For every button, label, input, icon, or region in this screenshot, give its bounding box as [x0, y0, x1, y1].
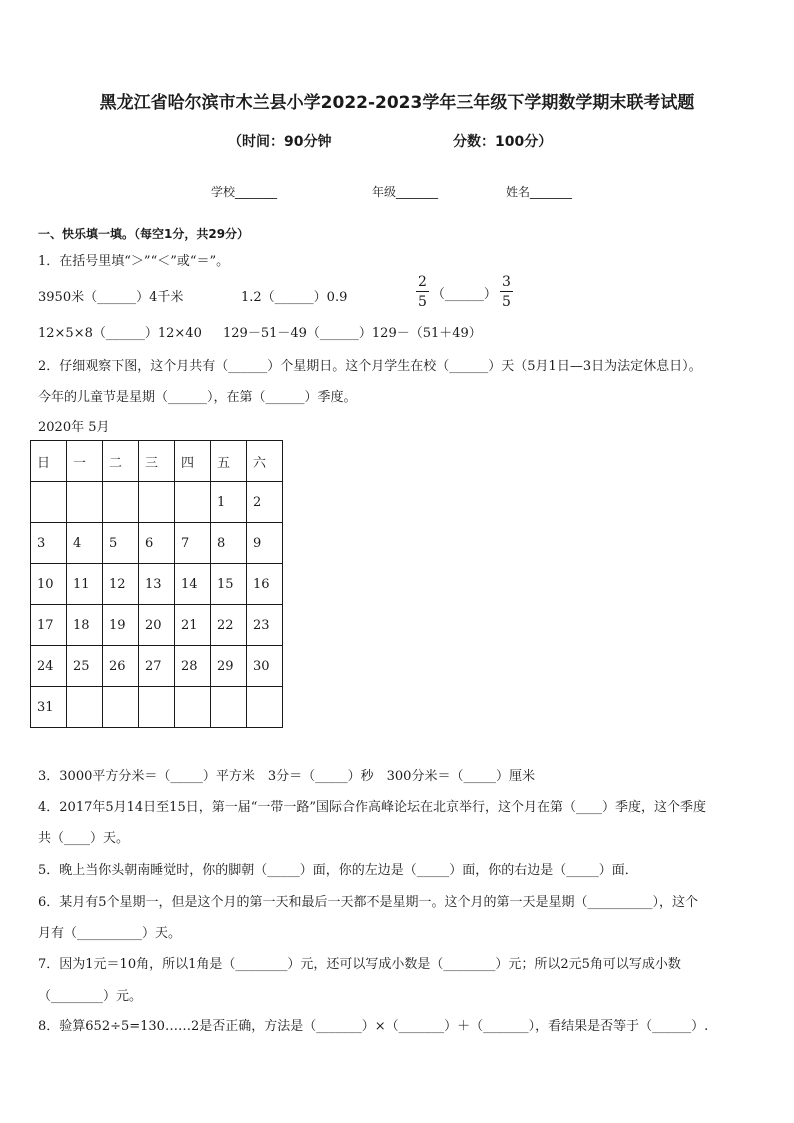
calendar-weekday-cell: 二: [103, 441, 139, 482]
calendar-week-row: [31, 564, 283, 605]
calendar-weekday-cell: 四: [175, 441, 211, 482]
question-1-stem: 1．在括号里填“＞”“＜”或“＝”。: [38, 254, 230, 269]
calendar-day-cell: 11: [67, 564, 103, 605]
page-title: 黑龙江省哈尔滨市木兰县小学2022-2023学年三年级下学期数学期末联考试题: [99, 93, 695, 113]
calendar-day-cell: 24: [31, 646, 67, 687]
question-5: 5．晚上当你头朝南睡觉时，你的脚朝（_____）面，你的左边是（_____）面，你的右边是（_____）面．: [38, 863, 638, 878]
question-1-item-b: 1.2（______）0.9: [241, 290, 348, 305]
question-1-item-d: 12×5×8（______）12×40: [38, 326, 202, 341]
calendar-weekday-cell: 五: [211, 441, 247, 482]
calendar-day-cell: [175, 482, 211, 523]
calendar-day-cell: [67, 687, 103, 728]
calendar-day-cell: [67, 482, 103, 523]
calendar-day-cell: 18: [67, 605, 103, 646]
calendar-week-row: [31, 687, 283, 728]
calendar-day-cell: 2: [247, 482, 283, 523]
calendar-day-cell: 3: [31, 523, 67, 564]
calendar-day-cell: 21: [175, 605, 211, 646]
calendar-table: [30, 440, 283, 728]
question-1-item-a: 3950米（______）4千米: [38, 290, 184, 305]
calendar-day-cell: [31, 482, 67, 523]
question-4-line-2: 共（____）天。: [38, 831, 130, 846]
calendar-day-cell: 31: [31, 687, 67, 728]
calendar-day-cell: 23: [247, 605, 283, 646]
question-1-item-e: 129－51－49（______）129－（51＋49）: [223, 326, 482, 341]
exam-time: （时间：90分钟: [228, 134, 332, 150]
calendar-day-cell: [103, 687, 139, 728]
calendar-day-cell: 10: [31, 564, 67, 605]
calendar-day-cell: 14: [175, 564, 211, 605]
calendar-day-cell: 25: [67, 646, 103, 687]
calendar-day-cell: [175, 687, 211, 728]
exam-score: 分数：100分）: [453, 134, 553, 150]
fraction-left: $\frac{2}{5}$: [418, 274, 427, 310]
school-field[interactable]: 学校_______: [211, 185, 278, 199]
calendar-day-cell: 9: [247, 523, 283, 564]
calendar-day-cell: 17: [31, 605, 67, 646]
name-field[interactable]: 姓名_______: [506, 185, 573, 199]
calendar-week-row: [31, 605, 283, 646]
calendar-day-cell: [139, 482, 175, 523]
question-4-line-1: 4．2017年5月14日至15日，第一届“一带一路”国际合作高峰论坛在北京举行，这个月在第（____）季度，这个季度: [38, 800, 707, 815]
calendar-day-cell: 8: [211, 523, 247, 564]
calendar-day-cell: 15: [211, 564, 247, 605]
calendar-weekday-cell: 一: [67, 441, 103, 482]
question-3: 3．3000平方分米＝（_____）平方米 3分＝（_____）秒 300分米＝（_____）厘米: [38, 769, 535, 784]
calendar-day-cell: 12: [103, 564, 139, 605]
question-1-item-c: [416, 275, 513, 309]
calendar-day-cell: 22: [211, 605, 247, 646]
calendar-day-cell: [247, 687, 283, 728]
calendar-day-cell: 20: [139, 605, 175, 646]
section-heading: 一、快乐填一填。（每空1分，共29分）: [38, 227, 250, 241]
calendar-week-row: [31, 646, 283, 687]
calendar-day-cell: 26: [103, 646, 139, 687]
calendar-day-cell: [103, 482, 139, 523]
calendar-day-cell: 19: [103, 605, 139, 646]
compare-blank[interactable]: （______）: [431, 286, 497, 302]
calendar-day-cell: 27: [139, 646, 175, 687]
grade-field[interactable]: 年级_______: [372, 185, 439, 199]
calendar-day-cell: 16: [247, 564, 283, 605]
question-7-line-1: 7．因为1元＝10角，所以1角是（________）元，还可以写成小数是（________）元；所以2元5角可以写成小数: [38, 957, 681, 972]
calendar-day-cell: [211, 687, 247, 728]
calendar-day-cell: [139, 687, 175, 728]
question-8: 8．验算652÷5=130……2是否正确，方法是（_______）×（_______）＋（_______），看结果是否等于（______）.: [38, 1019, 709, 1034]
calendar-weekday-cell: 日: [31, 441, 67, 482]
question-2-line-2: 今年的儿童节是星期（______），在第（______）季度。: [38, 390, 357, 405]
question-2-line-1: 2．仔细观察下图，这个月共有（______）个星期日。这个月学生在校（______）天（5月1日—3日为法定休息日）。: [38, 359, 702, 374]
question-7-line-2: （________）元。: [38, 989, 143, 1004]
calendar-day-cell: 7: [175, 523, 211, 564]
calendar-header-row: [31, 441, 283, 482]
calendar-day-cell: 29: [211, 646, 247, 687]
calendar-day-cell: 13: [139, 564, 175, 605]
calendar-title: 2020年 5月: [38, 420, 110, 435]
calendar-weekday-cell: 六: [247, 441, 283, 482]
calendar-weekday-cell: 三: [139, 441, 175, 482]
fraction-right: $\frac{3}{5}$: [501, 274, 511, 310]
calendar-day-cell: 5: [103, 523, 139, 564]
calendar-week-row: [31, 523, 283, 564]
question-6-line-2: 月有（__________）天。: [38, 926, 182, 941]
calendar-week-row: [31, 482, 283, 523]
question-6-line-1: 6．某月有5个星期一，但是这个月的第一天和最后一天都不是星期一。这个月的第一天是星期（__________），这个: [38, 895, 699, 910]
calendar-day-cell: 6: [139, 523, 175, 564]
calendar-day-cell: 30: [247, 646, 283, 687]
calendar-day-cell: 1: [211, 482, 247, 523]
calendar-day-cell: 28: [175, 646, 211, 687]
calendar-day-cell: 4: [67, 523, 103, 564]
